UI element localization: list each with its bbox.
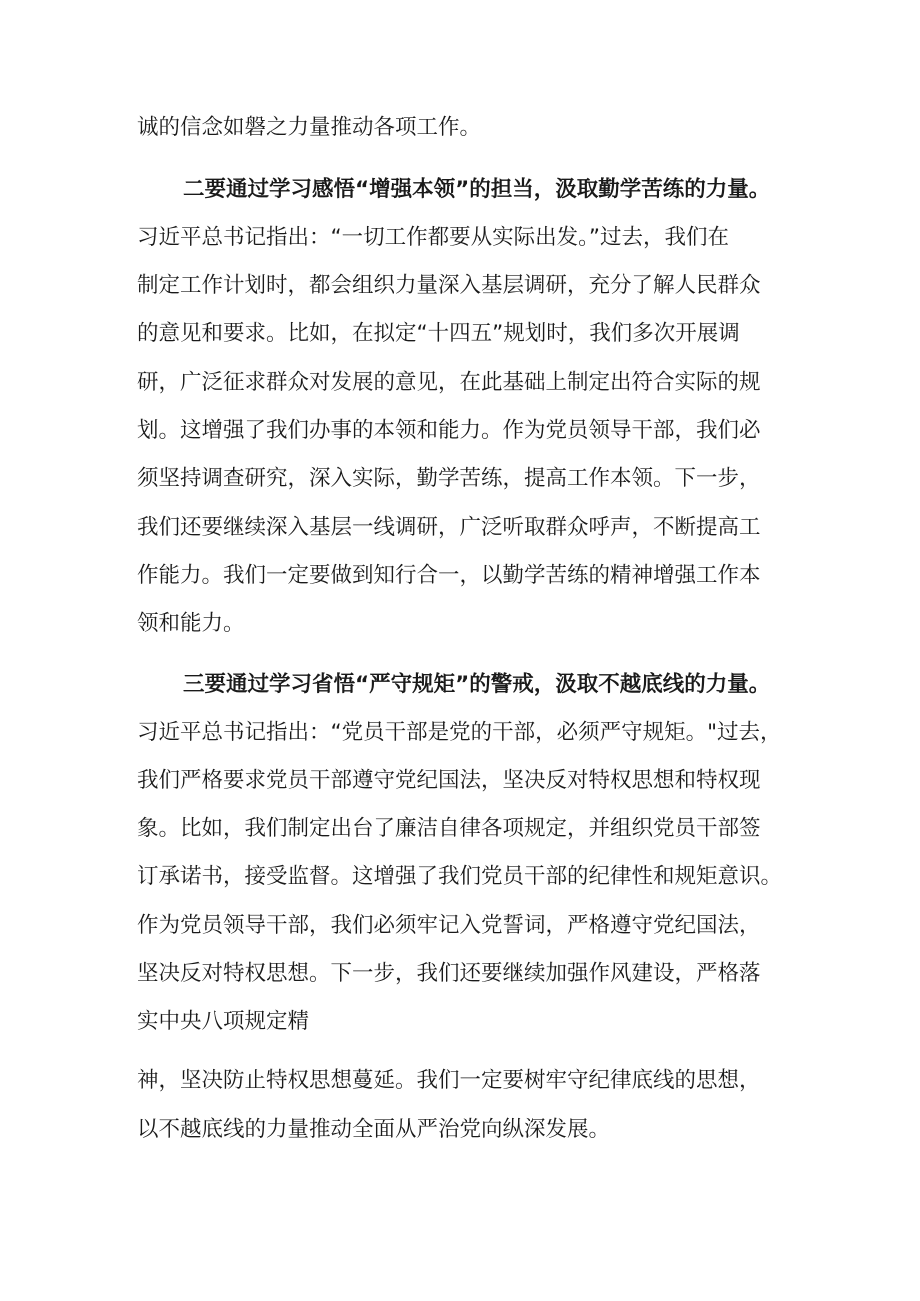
text-line: 我们严格要求党员干部遵守党纪国法，坚决反对特权思想和特权现: [137, 768, 761, 793]
text-line: 划。这增强了我们办事的本领和能力。作为党员领导干部，我们必: [137, 418, 761, 443]
text-line: 象。比如，我们制定出台了廉洁自律各项规定，并组织党员干部签: [137, 816, 761, 841]
text-line: 研，广泛征求群众对发展的意见，在此基础上制定出符合实际的规: [137, 370, 761, 395]
text-line: 习近平总书记指出：“一切工作都要从实际出发。”过去，我们在: [137, 225, 730, 250]
section-heading-2: 二要通过学习感悟“增强本领”的担当，汲取勤学苦练的力量。: [183, 177, 771, 202]
text-line: 制定工作计划时，都会组织力量深入基层调研，充分了解人民群众: [137, 273, 761, 298]
text-line: 实中央八项规定精: [137, 1009, 310, 1034]
text-line: 作能力。我们一定要做到知行合一，以勤学苦练的精神增强工作本: [137, 563, 761, 588]
section-heading-3: 三要通过学习省悟“严守规矩”的警戒，汲取不越底线的力量。: [183, 672, 771, 697]
text-line: 以不越底线的力量推动全面从严治党向纵深发展。: [137, 1117, 611, 1142]
text-line: 神，坚决防止特权思想蔓延。我们一定要树牢守纪律底线的思想，: [137, 1068, 761, 1093]
text-line: 习近平总书记指出：“党员干部是党的干部，必须严守规矩。"过去，: [137, 720, 782, 745]
text-line: 诚的信念如磐之力量推动各项工作。: [137, 115, 482, 140]
text-line: 领和能力。: [137, 611, 245, 636]
text-line: 作为党员领导干部，我们必须牢记入党誓词，严格遵守党纪国法，: [137, 913, 761, 938]
text-line: 订承诺书，接受监督。这增强了我们党员干部的纪律性和规矩意识。: [137, 864, 783, 889]
text-line: 坚决反对特权思想。下一步，我们还要继续加强作风建设，严格落: [137, 961, 761, 986]
text-line: 我们还要继续深入基层一线调研，广泛听取群众呼声，不断提高工: [137, 515, 761, 540]
text-line: 须坚持调查研究，深入实际，勤学苦练，提高工作本领。下一步，: [137, 466, 761, 491]
text-line: 的意见和要求。比如，在拟定“十四五”规划时，我们多次开展调: [137, 321, 740, 346]
